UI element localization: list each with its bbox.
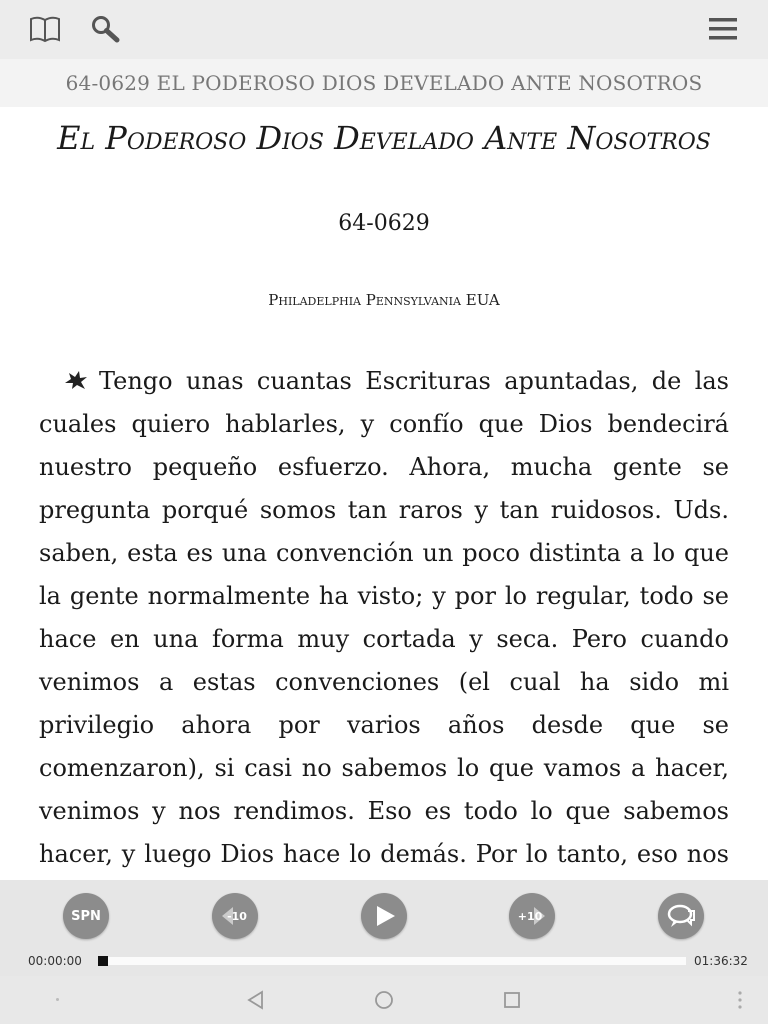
forward-label: +10 [517, 909, 543, 923]
nav-home-button[interactable] [372, 988, 396, 1012]
menu-button[interactable] [706, 12, 740, 46]
play-button[interactable] [361, 893, 407, 939]
sermon-code: 64-0629 [338, 211, 430, 236]
search-button[interactable] [88, 12, 122, 46]
forward-10-button[interactable] [509, 893, 555, 939]
eagle-icon [63, 369, 89, 391]
nav-back-button[interactable] [244, 988, 268, 1012]
home-circle-icon [373, 989, 395, 1011]
chat-button[interactable] [658, 893, 704, 939]
book-button[interactable] [28, 12, 62, 46]
rewind-label: -10 [227, 909, 247, 923]
sermon-title: El Poderoso Dios Develado Ante Nosotros [57, 119, 711, 157]
system-navigation-bar [0, 976, 768, 1024]
language-button[interactable] [63, 893, 109, 939]
sermon-header [0, 59, 768, 107]
back-triangle-icon [246, 990, 266, 1010]
chat-icon [666, 903, 696, 929]
nav-more-button[interactable] [728, 988, 752, 1012]
reading-area[interactable] [0, 107, 768, 880]
paragraph-text: Tengo unas cuantas Escrituras apuntadas, de las cuales quiero hablarles, y confío que Dios bendecirá nuestro pequeño esfuerzo. Ahora, mucha gente se pregunta porqué somos tan raros y tan ruidosos. Uds. saben, esta es una convención un poco distinta a lo que la gente normalmente ha visto; y por lo regular, todo se hace en una forma muy cortada y seca. Pero cuando venimos a estas convenciones (el cual ha sido mi privilegio ahora por varios años desde que se comenzaron), si casi no sabemos lo que vamos a hacer, venimos y nos rendimos. Eso es todo lo que sabemos hacer, y luego Dios hace lo demás. Por lo tanto, eso nos [39, 367, 729, 868]
sermon-place: Philadelphia Pennsylvania EUA [268, 291, 500, 309]
audio-player [0, 880, 768, 976]
language-label: SPN [71, 908, 101, 924]
progress-bar[interactable] [98, 957, 686, 965]
top-app-bar [0, 0, 768, 59]
nav-dot [56, 998, 59, 1001]
more-vertical-icon [737, 990, 743, 1010]
hamburger-menu-icon [708, 16, 738, 42]
paragraph [39, 360, 729, 880]
current-time: 00:00:00 [28, 954, 82, 968]
sermon-header-title: 64-0629 EL PODEROSO DIOS DEVELADO ANTE NOSOTROS [65, 71, 703, 95]
book-icon [29, 15, 61, 43]
search-icon [90, 14, 120, 44]
nav-recents-button[interactable] [500, 988, 524, 1012]
rewind-10-button[interactable] [212, 893, 258, 939]
total-time: 01:36:32 [694, 954, 748, 968]
play-icon [375, 904, 397, 928]
progress-handle[interactable] [98, 956, 108, 966]
recents-square-icon [502, 990, 522, 1010]
